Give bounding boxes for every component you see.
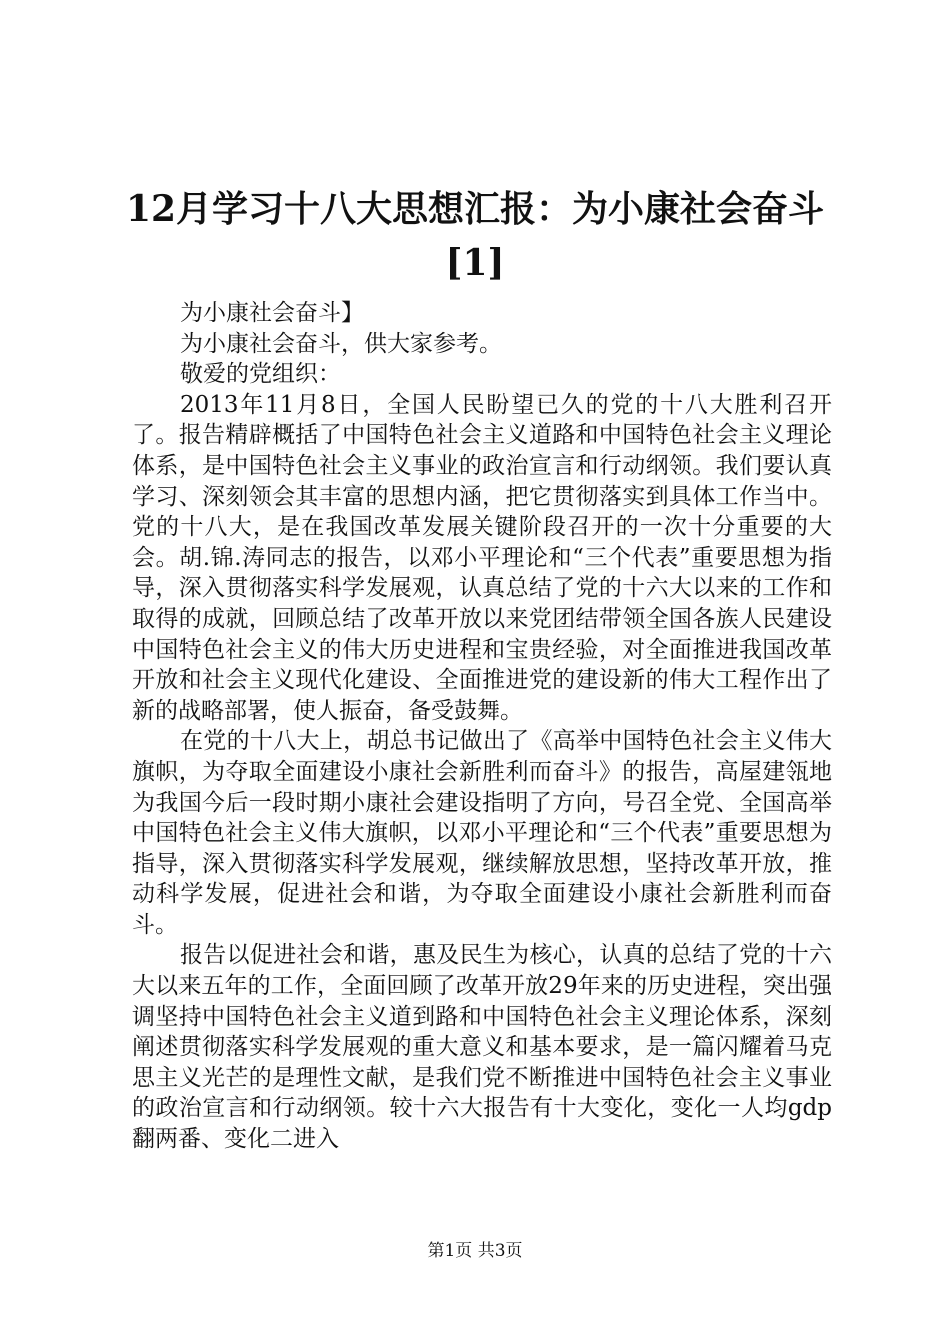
paragraph-5: 在党的十八大上，胡总书记做出了《高举中国特色社会主义伟大旗帜，为夺取全面建设小康社会新胜利而奋斗》的报告，高屋建瓴地为我国今后一段时期小康社会建设指明了方向，号召全党、全国高举中国特色社会主义伟大旗帜，以邓小平理论和“三个代表”重要思想为指导，深入贯彻落实科学发展观，继续解放思想，坚持改革开放，推动科学发展，促进社会和谐，为夺取全面建设小康社会新胜利而奋斗。 <box>132 728 832 938</box>
salutation: 敬爱的党组织： <box>180 361 341 388</box>
paragraph-2: 为小康社会奋斗，供大家参考。 <box>180 330 502 357</box>
paragraph-1: 为小康社会奋斗】 <box>180 300 364 326</box>
document-title: 12月学习十八大思想汇报：为小康社会奋斗[1] <box>125 188 825 284</box>
paragraph-6: 报告以促进社会和谐，惠及民生为核心，认真的总结了党的十六大以来五年的工作，全面回顾了改革开放29年来的历史进程，突出强调坚持中国特色社会主义道到路和中国特色社会主义理论体系，深刻阐述贯彻落实科学发展观的重大意义和基本要求，是一篇闪耀着马克思主义光芒的是理性文献，是我们党不断推进中国特色社会主义事业的政治宣言和行动纲领。较十六大报告有十大变化，变化一人均gdp翻两番、变化二进入 <box>132 942 832 1153</box>
page-footer: 第1页 共3页 <box>427 1241 523 1261</box>
paragraph-4: 2013年11月8日，全国人民盼望已久的党的十八大胜利召开了。报告精辟概括了中国特色社会主义道路和中国特色社会主义理论体系，是中国特色社会主义事业的政治宣言和行动纲领。我们要认真学习、深刻领会其丰富的思想内涵，把它贯彻落实到具体工作当中。党的十八大，是在我国改革发展关键阶段召开的一次十分重要的大会。胡.锦.涛同志的报告，以邓小平理论和“三个代表”重要思想为指导，深入贯彻落实科学发展观，认真总结了党的十六大以来的工作和取得的成就，回顾总结了改革开放以来党团结带领全国各族人民建设中国特色社会主义的伟大历史进程和宝贵经验，对全面推进我国改革开放和社会主义现代化建设、全面推进党的建设新的伟大工程作出了新的战略部署，使人振奋，备受鼓舞。 <box>132 391 832 724</box>
document-body <box>132 298 832 1155</box>
